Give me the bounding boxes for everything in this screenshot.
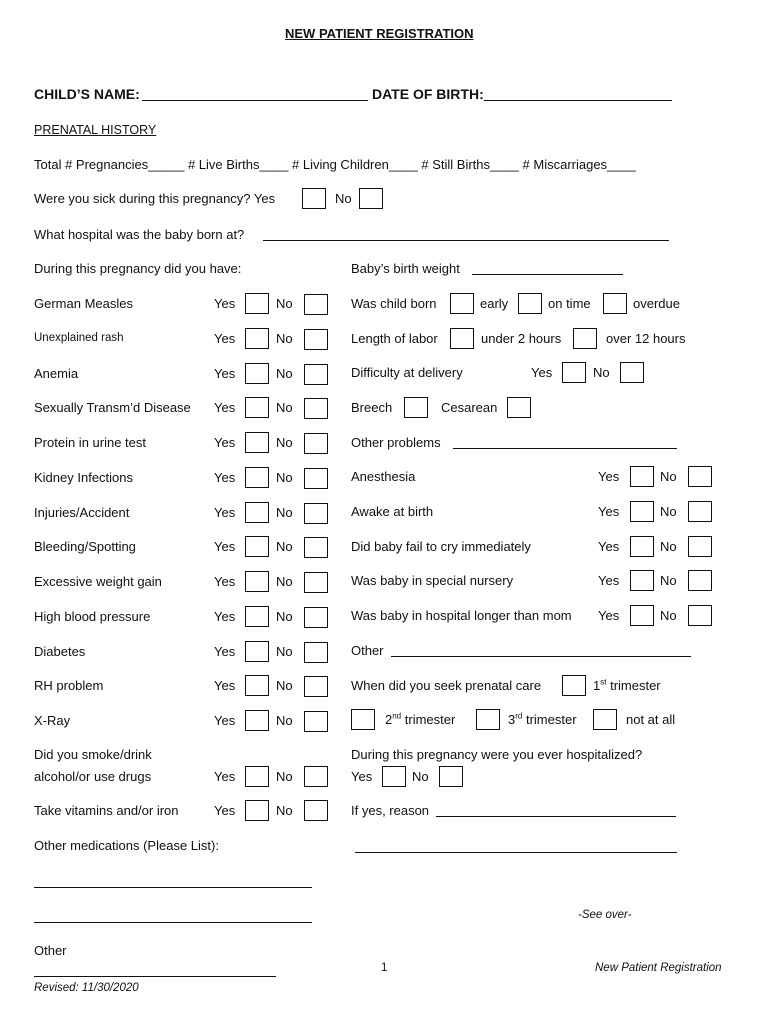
other-medications-field-1[interactable]	[34, 887, 312, 888]
condition-6-yes-checkbox[interactable]	[245, 502, 269, 523]
yes-label: Yes	[214, 644, 236, 659]
yes-label: Yes	[598, 573, 620, 588]
no-label: No	[276, 713, 293, 728]
overdue-label: overdue	[633, 296, 680, 311]
cesarean-label: Cesarean	[441, 400, 498, 415]
yes-label: Yes	[214, 609, 236, 624]
yes-label: Yes	[531, 365, 553, 380]
child-born-label: Was child born	[351, 296, 437, 311]
smoke-no-checkbox[interactable]	[304, 766, 328, 787]
prenatal-care-label: When did you seek prenatal care	[351, 678, 542, 693]
yes-label: Yes	[214, 296, 236, 311]
difficulty-label: Difficulty at delivery	[351, 365, 463, 380]
condition-0-yes-checkbox[interactable]	[245, 293, 269, 314]
no-label: No	[276, 644, 293, 659]
sick-yes-checkbox[interactable]	[302, 188, 326, 209]
right-item-0-yes-checkbox[interactable]	[630, 466, 654, 487]
no-label: No	[276, 400, 293, 415]
revised-date: Revised: 11/30/2020	[34, 982, 139, 994]
right-item-1-label: Awake at birth	[351, 504, 434, 519]
right-item-2-label: Did baby fail to cry immediately	[351, 539, 531, 554]
first-trimester-checkbox[interactable]	[562, 675, 586, 696]
yes-label: Yes	[351, 769, 373, 784]
cesarean-checkbox[interactable]	[507, 397, 531, 418]
condition-8-no-checkbox[interactable]	[304, 572, 328, 593]
difficulty-yes-checkbox[interactable]	[562, 362, 586, 383]
right-other-field[interactable]	[391, 656, 691, 657]
breech-checkbox[interactable]	[404, 397, 428, 418]
not-at-all-label: not at all	[626, 712, 676, 727]
yes-label: Yes	[214, 435, 236, 450]
condition-9-label: High blood pressure	[34, 609, 151, 624]
no-label: No	[660, 469, 677, 484]
condition-5-label: Kidney Infections	[34, 470, 134, 485]
difficulty-no-checkbox[interactable]	[620, 362, 644, 383]
overdue-checkbox[interactable]	[603, 293, 627, 314]
condition-6-no-checkbox[interactable]	[304, 503, 328, 524]
condition-6-label: Injuries/Accident	[34, 505, 130, 520]
no-label: No	[276, 609, 293, 624]
condition-10-label: Diabetes	[34, 644, 86, 659]
early-checkbox[interactable]	[450, 293, 474, 314]
right-item-3-label: Was baby in special nursery	[351, 573, 514, 588]
right-item-3-yes-checkbox[interactable]	[630, 570, 654, 591]
hospitalized-label: During this pregnancy were you ever hospitalized?	[351, 747, 643, 762]
condition-9-no-checkbox[interactable]	[304, 607, 328, 628]
other-label: Other	[34, 943, 67, 958]
right-other-label: Other	[351, 643, 384, 658]
yes-label: Yes	[214, 803, 236, 818]
no-label: No	[660, 539, 677, 554]
yes-label: Yes	[214, 331, 236, 346]
condition-1-yes-checkbox[interactable]	[245, 328, 269, 349]
no-label: No	[276, 539, 293, 554]
other-medications-label: Other medications (Please List):	[34, 838, 219, 853]
no-label: No	[276, 296, 293, 311]
under-2-hours-checkbox[interactable]	[450, 328, 474, 349]
if-yes-label: If yes, reason	[351, 803, 430, 818]
condition-0-label: German Measles	[34, 296, 133, 311]
condition-8-label: Excessive weight gain	[34, 574, 162, 589]
yes-label: Yes	[214, 366, 236, 381]
condition-2-label: Anemia	[34, 366, 79, 381]
third-trimester-label: 3rd trimester	[508, 711, 577, 727]
no-label: No	[276, 803, 293, 818]
other-medications-field-2[interactable]	[34, 922, 312, 923]
no-label: No	[276, 505, 293, 520]
yes-label: Yes	[214, 470, 236, 485]
page-title: NEW PATIENT REGISTRATION	[285, 26, 474, 41]
yes-label: Yes	[214, 574, 236, 589]
no-label: No	[593, 365, 610, 380]
yes-label: Yes	[214, 769, 236, 784]
if-yes-field[interactable]	[436, 816, 676, 817]
condition-1-label: Unexplained rash	[34, 332, 124, 344]
hospital-field[interactable]	[263, 240, 669, 241]
hospitalized-yes-checkbox[interactable]	[382, 766, 406, 787]
condition-11-no-checkbox[interactable]	[304, 676, 328, 697]
condition-7-no-checkbox[interactable]	[304, 537, 328, 558]
yes-label: Yes	[598, 504, 620, 519]
sick-no-checkbox[interactable]	[359, 188, 383, 209]
condition-2-no-checkbox[interactable]	[304, 364, 328, 385]
hospital-question: What hospital was the baby born at?	[34, 227, 245, 242]
yes-label: Yes	[214, 400, 236, 415]
no-label: No	[276, 678, 293, 693]
condition-3-label: Sexually Transm’d Disease	[34, 400, 191, 415]
condition-4-label: Protein in urine test	[34, 435, 147, 450]
no-label: No	[412, 769, 429, 784]
yes-label: Yes	[598, 469, 620, 484]
right-item-4-label: Was baby in hospital longer than mom	[351, 608, 572, 623]
vitamins-label: Take vitamins and/or iron	[34, 803, 179, 818]
other-problems-field[interactable]	[453, 448, 677, 449]
condition-2-yes-checkbox[interactable]	[245, 363, 269, 384]
condition-10-yes-checkbox[interactable]	[245, 641, 269, 662]
right-item-3-no-checkbox[interactable]	[688, 570, 712, 591]
other-field[interactable]	[34, 976, 276, 977]
length-labor-label: Length of labor	[351, 331, 438, 346]
condition-4-yes-checkbox[interactable]	[245, 432, 269, 453]
condition-10-no-checkbox[interactable]	[304, 642, 328, 663]
condition-9-yes-checkbox[interactable]	[245, 606, 269, 627]
childs-name-label: CHILD’S NAME:	[34, 86, 140, 102]
during-pregnancy-label: During this pregnancy did you have:	[34, 261, 242, 276]
totals-line: Total # Pregnancies_____ # Live Births____ # Living Children____ # Still Births____ # Miscarriages____	[34, 157, 636, 172]
on-time-checkbox[interactable]	[518, 293, 542, 314]
condition-12-label: X-Ray	[34, 713, 71, 728]
third-trimester-checkbox[interactable]	[476, 709, 500, 730]
early-label: early	[480, 296, 509, 311]
on-time-label: on time	[548, 296, 591, 311]
yes-label: Yes	[214, 678, 236, 693]
other-problems-label: Other problems	[351, 435, 441, 450]
no-label: No	[660, 608, 677, 623]
under-2-hours-label: under 2 hours	[481, 331, 562, 346]
condition-4-no-checkbox[interactable]	[304, 433, 328, 454]
yes-label: Yes	[214, 713, 236, 728]
no-label: No	[276, 470, 293, 485]
vitamins-no-checkbox[interactable]	[304, 800, 328, 821]
condition-12-yes-checkbox[interactable]	[245, 710, 269, 731]
no-label: No	[276, 331, 293, 346]
no-label: No	[660, 504, 677, 519]
second-trimester-checkbox[interactable]	[351, 709, 375, 730]
smoke-yes-checkbox[interactable]	[245, 766, 269, 787]
condition-8-yes-checkbox[interactable]	[245, 571, 269, 592]
condition-0-no-checkbox[interactable]	[304, 294, 328, 315]
no-label: No	[276, 366, 293, 381]
hospitalized-no-checkbox[interactable]	[439, 766, 463, 787]
birth-weight-field[interactable]	[472, 274, 623, 275]
smoke-label-line2: alcohol/or use drugs	[34, 769, 152, 784]
right-item-2-yes-checkbox[interactable]	[630, 536, 654, 557]
birth-weight-label: Baby’s birth weight	[351, 261, 460, 276]
condition-7-yes-checkbox[interactable]	[245, 536, 269, 557]
see-over: -See over-	[578, 909, 632, 921]
vitamins-yes-checkbox[interactable]	[245, 800, 269, 821]
condition-11-label: RH problem	[34, 678, 104, 693]
sick-question: Were you sick during this pregnancy? Yes	[34, 191, 276, 206]
no-label: No	[276, 769, 293, 784]
yes-label: Yes	[598, 608, 620, 623]
right-item-1-yes-checkbox[interactable]	[630, 501, 654, 522]
over-12-hours-checkbox[interactable]	[573, 328, 597, 349]
right-item-4-yes-checkbox[interactable]	[630, 605, 654, 626]
right-item-1-no-checkbox[interactable]	[688, 501, 712, 522]
condition-3-no-checkbox[interactable]	[304, 398, 328, 419]
dob-field[interactable]	[484, 100, 672, 101]
smoke-label-line1: Did you smoke/drink	[34, 747, 152, 762]
condition-12-no-checkbox[interactable]	[304, 711, 328, 732]
condition-11-yes-checkbox[interactable]	[245, 675, 269, 696]
yes-label: Yes	[214, 539, 236, 554]
no-label: No	[660, 573, 677, 588]
no-label: No	[276, 574, 293, 589]
condition-5-no-checkbox[interactable]	[304, 468, 328, 489]
no-label: No	[335, 191, 352, 206]
breech-label: Breech	[351, 400, 393, 415]
not-at-all-checkbox[interactable]	[593, 709, 617, 730]
right-item-2-no-checkbox[interactable]	[688, 536, 712, 557]
dob-label: DATE OF BIRTH:	[372, 86, 484, 102]
first-trimester-label: 1st trimester	[593, 677, 661, 693]
condition-1-no-checkbox[interactable]	[304, 329, 328, 350]
condition-5-yes-checkbox[interactable]	[245, 467, 269, 488]
condition-3-yes-checkbox[interactable]	[245, 397, 269, 418]
footer-title: New Patient Registration	[595, 962, 722, 974]
other-medications-field-right[interactable]	[355, 852, 677, 853]
no-label: No	[276, 435, 293, 450]
second-trimester-label: 2nd trimester	[385, 711, 456, 727]
childs-name-field[interactable]	[142, 100, 368, 101]
yes-label: Yes	[214, 505, 236, 520]
page-number: 1	[381, 962, 388, 974]
right-item-4-no-checkbox[interactable]	[688, 605, 712, 626]
over-12-hours-label: over 12 hours	[606, 331, 686, 346]
yes-label: Yes	[598, 539, 620, 554]
right-item-0-no-checkbox[interactable]	[688, 466, 712, 487]
section-prenatal-history: PRENATAL HISTORY	[34, 123, 157, 137]
condition-7-label: Bleeding/Spotting	[34, 539, 136, 554]
right-item-0-label: Anesthesia	[351, 469, 416, 484]
